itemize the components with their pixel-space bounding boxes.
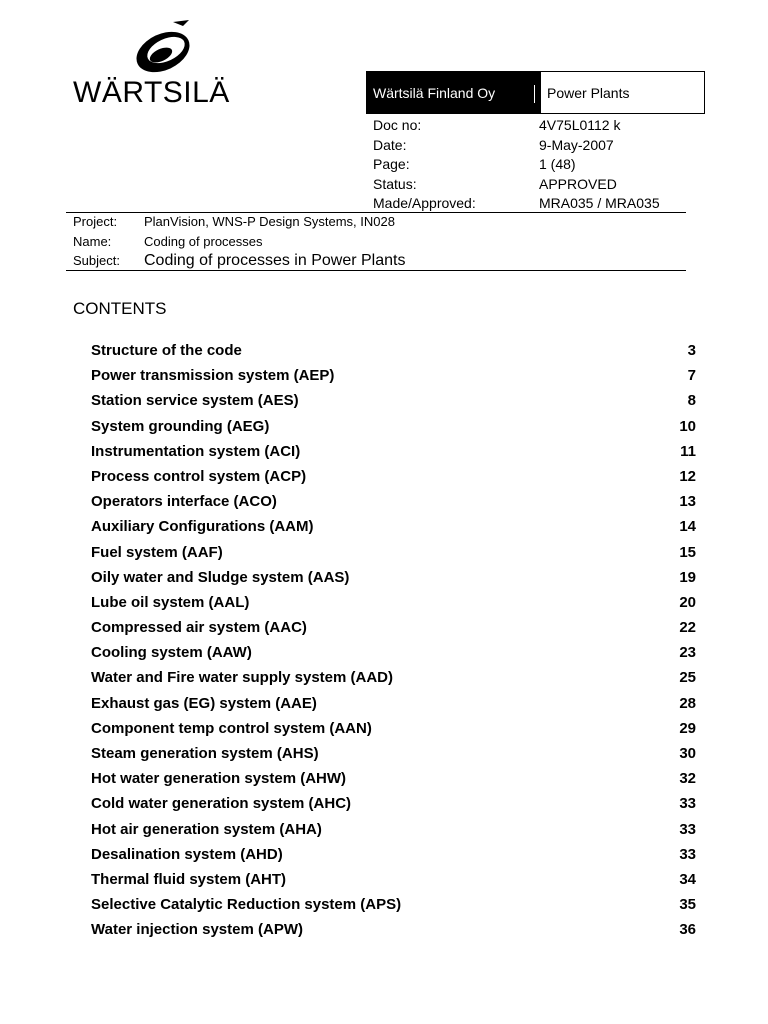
toc-entry[interactable] (91, 693, 696, 718)
meta-row (373, 175, 693, 195)
toc-title: Fuel system (AAF) (91, 543, 223, 561)
toc-title: Exhaust gas (EG) system (AAE) (91, 694, 317, 712)
toc-title: Hot water generation system (AHW) (91, 770, 347, 788)
toc-entry[interactable] (91, 718, 696, 743)
meta-value: 1 (48) (539, 156, 576, 173)
header-separator (534, 85, 535, 103)
toc-entry[interactable] (91, 491, 696, 516)
meta-row (373, 116, 693, 136)
project-label: Project: (73, 214, 118, 229)
project-row (73, 212, 673, 232)
divider-bottom (66, 270, 686, 271)
meta-label: Date: (373, 136, 407, 153)
header-company: Wärtsilä Finland Oy (373, 84, 496, 101)
toc-title: Power transmission system (AEP) (91, 367, 335, 385)
toc-page-number: 30 (679, 745, 696, 762)
toc-page-number: 19 (679, 568, 696, 586)
toc-page-number: 20 (679, 593, 696, 611)
header-box (366, 71, 705, 114)
meta-value: 9-May-2007 (539, 136, 614, 153)
meta-row (373, 155, 693, 175)
toc-entry[interactable] (91, 793, 696, 818)
toc-page-number: 25 (679, 669, 696, 687)
table-of-contents (91, 340, 696, 945)
toc-page-number: 29 (679, 719, 696, 737)
toc-page-number: 33 (679, 820, 696, 838)
toc-page-number: 33 (679, 845, 696, 863)
toc-page-number: 14 (679, 518, 696, 536)
contents-heading: CONTENTS (73, 299, 167, 318)
project-row (73, 251, 673, 271)
project-row (73, 232, 673, 252)
toc-title: Water injection system (APW) (91, 921, 303, 939)
meta-label: Status: (373, 175, 417, 192)
meta-label: Doc no: (373, 117, 422, 133)
toc-entry[interactable] (91, 617, 696, 642)
meta-value: APPROVED (539, 175, 617, 192)
project-value: Coding of processes (144, 233, 263, 249)
toc-entry[interactable] (91, 919, 696, 944)
project-info (73, 212, 673, 271)
wartsila-logo-icon (133, 18, 197, 76)
toc-entry[interactable] (91, 441, 696, 466)
toc-page-number: 22 (679, 619, 696, 637)
toc-entry[interactable] (91, 768, 696, 793)
project-value: PlanVision, WNS-P Design Systems, IN028 (144, 214, 395, 229)
toc-title: Hot air generation system (AHA) (91, 820, 322, 838)
toc-title: Lube oil system (AAL) (91, 593, 250, 611)
meta-value: MRA035 / MRA035 (539, 195, 660, 212)
header-division-cell (541, 72, 704, 113)
toc-entry[interactable] (91, 894, 696, 919)
toc-page-number: 3 (687, 342, 696, 359)
toc-entry[interactable] (91, 819, 696, 844)
toc-title: Selective Catalytic Reduction system (APS) (91, 896, 402, 914)
toc-entry[interactable] (91, 844, 696, 869)
toc-page-number: 32 (679, 770, 696, 788)
toc-title: Oily water and Sludge system (AAS) (91, 568, 350, 586)
toc-title: Process control system (ACP) (91, 467, 307, 485)
toc-entry[interactable] (91, 340, 696, 365)
toc-title: Thermal fluid system (AHT) (91, 870, 287, 888)
toc-page-number: 23 (679, 644, 696, 662)
header-company-cell (367, 72, 541, 113)
meta-row (373, 136, 693, 156)
toc-title: Instrumentation system (ACI) (91, 442, 301, 460)
toc-page-number: 11 (680, 442, 696, 460)
toc-title: Compressed air system (AAC) (91, 619, 307, 637)
toc-page-number: 34 (679, 870, 696, 888)
toc-page-number: 12 (679, 467, 696, 485)
toc-entry[interactable] (91, 542, 696, 567)
toc-page-number: 36 (679, 921, 696, 939)
toc-page-number: 7 (687, 367, 696, 385)
meta-value: 4V75L0112 k (539, 117, 621, 133)
toc-title: Water and Fire water supply system (AAD) (91, 669, 394, 687)
company-logo (73, 18, 230, 109)
toc-entry[interactable] (91, 743, 696, 768)
toc-title: Steam generation system (AHS) (91, 745, 319, 762)
toc-entry[interactable] (91, 365, 696, 390)
brand-wordmark: WÄRTSILÄ (73, 76, 230, 109)
meta-label: Page: (373, 156, 410, 173)
toc-entry[interactable] (91, 642, 696, 667)
toc-entry[interactable] (91, 869, 696, 894)
toc-page-number: 13 (679, 493, 696, 511)
toc-page-number: 33 (679, 795, 696, 813)
toc-title: Component temp control system (AAN) (91, 719, 372, 737)
meta-label: Made/Approved: (373, 195, 476, 212)
document-meta (373, 116, 693, 214)
toc-title: Auxiliary Configurations (AAM) (91, 518, 314, 536)
toc-title: System grounding (AEG) (91, 417, 270, 435)
toc-entry[interactable] (91, 667, 696, 692)
toc-page-number: 8 (687, 392, 696, 410)
toc-page-number: 15 (679, 543, 696, 561)
toc-title: Operators interface (ACO) (91, 493, 277, 511)
toc-page-number: 10 (679, 417, 696, 435)
toc-title: Desalination system (AHD) (91, 845, 283, 863)
project-value: Coding of processes in Power Plants (144, 252, 406, 269)
project-label: Name: (73, 233, 112, 249)
toc-entry[interactable] (91, 416, 696, 441)
toc-title: Station service system (AES) (91, 392, 299, 410)
toc-entry[interactable] (91, 466, 696, 491)
project-label: Subject: (73, 253, 120, 268)
toc-page-number: 28 (679, 694, 696, 712)
header-division: Power Plants (547, 84, 630, 101)
toc-title: Cold water generation system (AHC) (91, 795, 352, 813)
toc-entry[interactable] (91, 516, 696, 541)
toc-title: Cooling system (AAW) (91, 644, 252, 662)
toc-entry[interactable] (91, 592, 696, 617)
toc-title: Structure of the code (91, 342, 242, 359)
toc-page-number: 35 (679, 896, 696, 914)
toc-entry[interactable] (91, 567, 696, 592)
toc-entry[interactable] (91, 390, 696, 415)
